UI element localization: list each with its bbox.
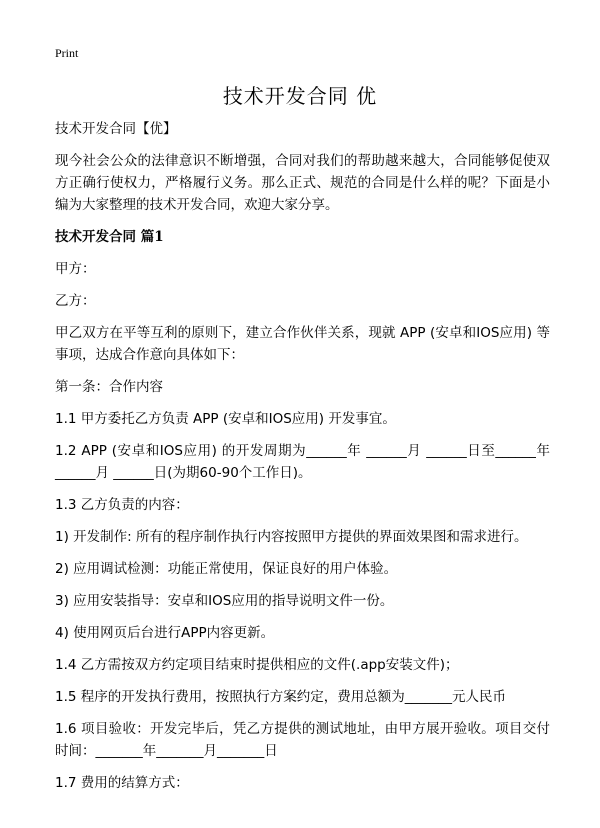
- party-a-line: 甲方：: [55, 261, 96, 277]
- document-body: [55, 118, 550, 804]
- preamble-paragraph: 甲乙双方在平等互利的原则下，建立合作伙伴关系，现就 APP (安卓和IOS应用) 等事项，达成合作意向具体如下：: [55, 325, 550, 363]
- clause-1-3: 1.3 乙方负责的内容：: [55, 497, 189, 513]
- document-subtitle: 技术开发合同【优】: [55, 121, 177, 137]
- clause-1-7: 1.7 费用的结算方式：: [55, 775, 189, 791]
- clause-1-4: 1.4 乙方需按双方约定项目结束时提供相应的文件(.app安装文件)；: [55, 657, 459, 673]
- print-label: Print: [55, 46, 79, 60]
- clause-1-1: 1.1 甲方委托乙方负责 APP (安卓和IOS应用) 开发事宜。: [55, 411, 396, 427]
- clause-1-6: 1.6 项目验收：开发完毕后，凭乙方提供的测试地址，由甲方展开验收。项目交付时间：_______年_______月_______日: [55, 721, 550, 759]
- intro-paragraph: 现今社会公众的法律意识不断增强，合同对我们的帮助越来越大，合同能够促使双方正确行使权力，严格履行义务。那么正式、规范的合同是什么样的呢？下面是小编为大家整理的技术开发合同，欢迎大家分享。: [55, 153, 550, 213]
- list-item-3: 3) 应用安装指导：安卓和IOS应用的指导说明文件一份。: [55, 593, 394, 609]
- list-item-1: 1) 开发制作: 所有的程序制作执行内容按照甲方提供的界面效果图和需求进行。: [55, 529, 528, 545]
- list-item-2: 2) 应用调试检测：功能正常使用，保证良好的用户体验。: [55, 561, 398, 577]
- document-title: 技术开发合同 优: [222, 84, 378, 108]
- list-item-4: 4) 使用网页后台进行APP内容更新。: [55, 625, 275, 641]
- section-heading: 技术开发合同 篇1: [55, 229, 164, 245]
- clause-1-5: 1.5 程序的开发执行费用，按照执行方案约定，费用总额为_______元人民币: [55, 689, 507, 705]
- article-1-heading: 第一条：合作内容: [55, 379, 163, 395]
- party-b-line: 乙方：: [55, 293, 96, 309]
- clause-1-2: 1.2 APP (安卓和IOS应用) 的开发周期为______年 ______月 ______日至______年______月 ______日(为期60-90个工作日)。: [55, 443, 550, 481]
